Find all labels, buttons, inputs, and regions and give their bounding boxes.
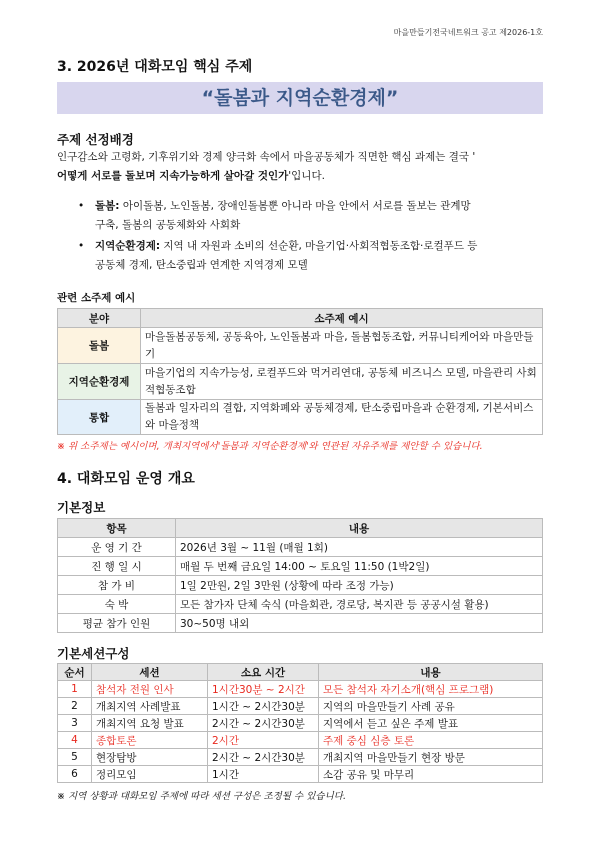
bullet-text: 아이돌봄, 노인돌봄, 장애인돌봄뿐 아니라 마을 안에서 서로를 돌보는 관계망 xyxy=(119,200,471,212)
item-cell: 참 가 비 xyxy=(58,576,176,595)
info-table xyxy=(57,518,543,633)
duration-cell: 1시간 xyxy=(208,766,319,783)
session-cell: 정리모임 xyxy=(92,766,208,783)
field-cell: 돌봄 xyxy=(58,328,141,364)
section-4-title: 4. 대화모임 운영 개요 xyxy=(57,471,195,487)
table-row xyxy=(58,328,543,364)
item-cell: 숙 박 xyxy=(58,595,176,614)
bullet-icon: • xyxy=(78,240,85,252)
background-text-end: '입니다. xyxy=(288,170,325,182)
background-text: 인구감소와 고령화, 기후위기와 경제 양극화 속에서 마을공동체가 직면한 핵심 과제는 결국 ' xyxy=(57,151,476,163)
content-cell: 1일 2만원, 2일 3만원 (상황에 따라 조정 가능) xyxy=(176,576,543,595)
bullet-text-cont: 구축, 돌봄의 공동체화와 사회화 xyxy=(95,218,241,231)
example-cell: 마을기업의 지속가능성, 로컬푸드와 먹거리연대, 공동체 비즈니스 모델, 마을관리 사회적협동조합 xyxy=(141,364,543,400)
session-cell: 현장탐방 xyxy=(92,749,208,766)
session-cell: 참석자 전원 인사 xyxy=(92,681,208,698)
table-row xyxy=(58,715,543,732)
item-cell: 운 영 기 간 xyxy=(58,538,176,557)
table-row xyxy=(58,557,543,576)
bullet-economy xyxy=(78,237,543,274)
duration-cell: 1시간 ~ 2시간30분 xyxy=(208,698,319,715)
table-row xyxy=(58,364,543,400)
col-header: 내용 xyxy=(176,519,543,538)
content-cell: 매월 두 번째 금요일 14:00 ~ 토요일 11:50 (1박2일) xyxy=(176,557,543,576)
info-heading: 기본정보 xyxy=(57,500,106,515)
field-cell: 지역순환경제 xyxy=(58,364,141,400)
content-cell: 2026년 3월 ~ 11월 (매월 1회) xyxy=(176,538,543,557)
subtopic-table xyxy=(57,308,543,435)
content-cell: 모든 참석자 자기소개(핵심 프로그램) xyxy=(319,681,543,698)
col-header: 내용 xyxy=(319,664,543,681)
order-cell: 2 xyxy=(58,698,92,715)
background-text-bold: 어떻게 서로를 돌보며 지속가능하게 살아갈 것인가 xyxy=(57,170,289,182)
duration-cell: 2시간 ~ 2시간30분 xyxy=(208,715,319,732)
bullet-care xyxy=(78,197,543,234)
order-cell: 3 xyxy=(58,715,92,732)
item-cell: 평균 참가 인원 xyxy=(58,614,176,633)
background-paragraph xyxy=(57,148,547,186)
table-row xyxy=(58,749,543,766)
order-cell: 1 xyxy=(58,681,92,698)
content-cell: 모든 참가자 단체 숙식 (마을회관, 경로당, 복지관 등 공공시설 활용) xyxy=(176,595,543,614)
table-row xyxy=(58,681,543,698)
table-row xyxy=(58,538,543,557)
bullet-label: 지역순환경제: xyxy=(95,240,161,252)
duration-cell: 1시간30분 ~ 2시간 xyxy=(208,681,319,698)
table-row xyxy=(58,614,543,633)
session-note: ※ 지역 상황과 대화모임 주제에 따라 세션 구성은 조정될 수 있습니다. xyxy=(57,791,346,802)
table-row xyxy=(58,766,543,783)
table-row xyxy=(58,595,543,614)
content-cell: 주제 중심 심층 토론 xyxy=(319,732,543,749)
table-row xyxy=(58,576,543,595)
content-cell: 지역에서 듣고 싶은 주제 발표 xyxy=(319,715,543,732)
subtopic-heading: 관련 소주제 예시 xyxy=(57,292,136,304)
document-number: 마을만들기전국네트워크 공고 제2026-1호 xyxy=(393,28,543,37)
bullet-label: 돌봄: xyxy=(95,200,120,212)
theme-banner: “돌봄과 지역순환경제” xyxy=(57,82,543,114)
content-cell: 소감 공유 및 마무리 xyxy=(319,766,543,783)
order-cell: 5 xyxy=(58,749,92,766)
session-table xyxy=(57,663,543,783)
session-cell: 종합토론 xyxy=(92,732,208,749)
content-cell: 지역의 마을만들기 사례 공유 xyxy=(319,698,543,715)
content-cell: 개최지역 마을만들기 현장 방문 xyxy=(319,749,543,766)
table-row xyxy=(58,698,543,715)
duration-cell: 2시간 xyxy=(208,732,319,749)
field-cell: 통합 xyxy=(58,400,141,435)
col-header: 항목 xyxy=(58,519,176,538)
col-header: 소주제 예시 xyxy=(141,309,543,328)
example-cell: 돌봄과 일자리의 결합, 지역화폐와 공동체경제, 탄소중립마을과 순환경제, 기본서비스와 마을정책 xyxy=(141,400,543,435)
subtopic-note: ※ 위 소주제는 예시이며, 개최지역에서'돌봄과 지역순환경제'와 연관된 자유주제를 제안할 수 있습니다. xyxy=(57,441,483,452)
content-cell: 30~50명 내외 xyxy=(176,614,543,633)
example-cell: 마을돌봄공동체, 공동육아, 노인돌봄과 마을, 돌봄협동조합, 커뮤니티케어와 마을만들기 xyxy=(141,328,543,364)
col-header: 소요 시간 xyxy=(208,664,319,681)
col-header: 분야 xyxy=(58,309,141,328)
item-cell: 진 행 일 시 xyxy=(58,557,176,576)
background-heading: 주제 선정배경 xyxy=(57,132,134,147)
session-heading: 기본세션구성 xyxy=(57,646,130,661)
bullet-text-cont: 공동체 경제, 탄소중립과 연계한 지역경제 모델 xyxy=(95,258,308,271)
table-row xyxy=(58,400,543,435)
duration-cell: 2시간 ~ 2시간30분 xyxy=(208,749,319,766)
bullet-text: 지역 내 자원과 소비의 선순환, 마을기업·사회적협동조합·로컬푸드 등 xyxy=(160,240,478,252)
section-3-title: 3. 2026년 대화모임 핵심 주제 xyxy=(57,59,253,75)
order-cell: 4 xyxy=(58,732,92,749)
session-cell: 개최지역 사례발표 xyxy=(92,698,208,715)
col-header: 세션 xyxy=(92,664,208,681)
order-cell: 6 xyxy=(58,766,92,783)
col-header: 순서 xyxy=(58,664,92,681)
session-cell: 개최지역 요청 발표 xyxy=(92,715,208,732)
bullet-icon: • xyxy=(78,200,85,212)
table-row xyxy=(58,732,543,749)
